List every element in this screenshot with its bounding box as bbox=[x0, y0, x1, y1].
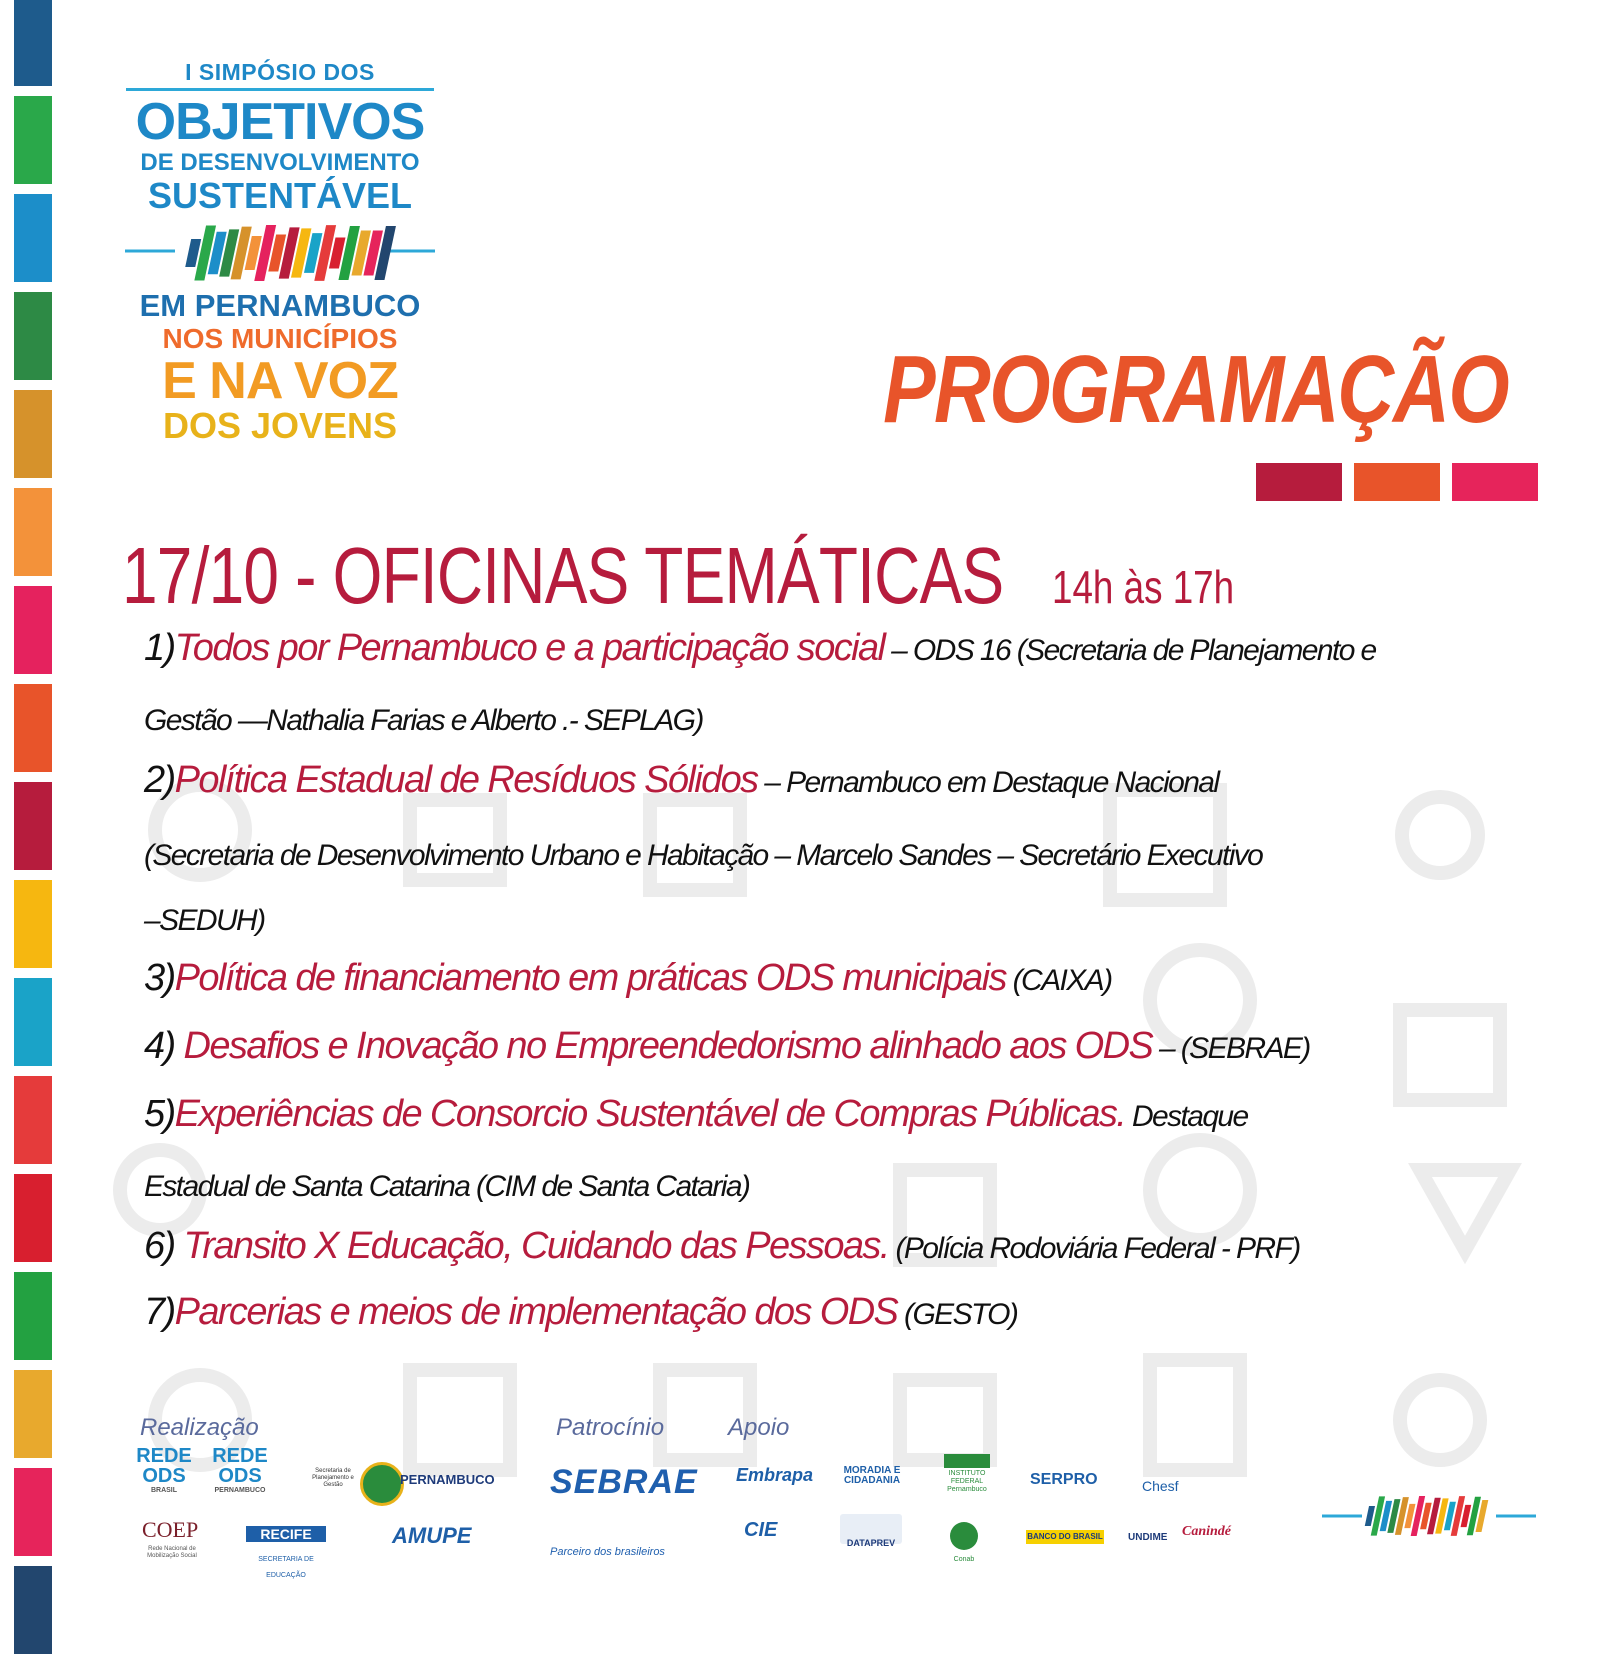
recife-logo: RECIFE bbox=[246, 1526, 326, 1542]
logo-line-2: OBJETIVOS bbox=[135, 93, 425, 151]
day-title: 17/10 - OFICINAS TEMÁTICAS bbox=[122, 531, 1004, 620]
dataprev-logo: DATAPREV bbox=[840, 1514, 902, 1544]
strip-block bbox=[14, 1370, 52, 1458]
list-item bbox=[144, 1093, 1248, 1136]
chesf-logo: Chesf bbox=[1142, 1478, 1179, 1494]
cie-logo: CIE bbox=[744, 1519, 778, 1541]
chart-bottom-icon bbox=[410, 1370, 510, 1470]
item-title: Política de financiamento em práticas ODS municipais bbox=[174, 957, 1006, 999]
logo-line-7: E NA VOZ bbox=[162, 352, 398, 410]
caninde-logo: Canindé bbox=[1182, 1524, 1232, 1539]
logo-text: ODS bbox=[142, 1465, 186, 1487]
strip-block bbox=[14, 1272, 52, 1360]
footer-map-icon bbox=[1322, 1492, 1536, 1540]
pernambuco-seal-icon bbox=[360, 1462, 404, 1506]
item-number: 3) bbox=[144, 957, 175, 999]
item-detail: (CAIXA) bbox=[1005, 964, 1112, 997]
strip-block bbox=[14, 0, 52, 86]
list-item-continuation bbox=[144, 897, 265, 940]
water-drop-icon bbox=[1420, 1170, 1510, 1250]
strip-block bbox=[14, 194, 52, 282]
list-item bbox=[144, 1025, 1310, 1068]
item-detail: Gestão —Nathalia Farias e Alberto .- SEPLAG) bbox=[144, 704, 703, 737]
logo-line-3: DE DESENVOLVIMENTO bbox=[140, 149, 420, 176]
strip-block bbox=[14, 684, 52, 772]
strip-block bbox=[14, 978, 52, 1066]
logo-text: REDE bbox=[212, 1445, 268, 1467]
title-bar-1 bbox=[1256, 463, 1342, 501]
item-number: 1) bbox=[144, 627, 175, 669]
banco-do-brasil-logo: BANCO DO BRASIL bbox=[1026, 1530, 1104, 1544]
item-title: Experiências de Consorcio Sustentável de Compras Públicas. bbox=[174, 1093, 1126, 1135]
logo-line-5: EM PERNAMBUCO bbox=[139, 288, 421, 323]
list-item bbox=[144, 627, 1376, 670]
strip-block bbox=[14, 1174, 52, 1262]
city-buildings-icon bbox=[1150, 1360, 1240, 1470]
embrapa-logo: Embrapa bbox=[736, 1465, 814, 1485]
sebrae-subtitle: Parceiro dos brasileiros bbox=[550, 1546, 665, 1558]
item-title: Desafios e Inovação no Empreendedorismo alinhado aos ODS bbox=[183, 1025, 1153, 1067]
list-item bbox=[144, 759, 1218, 802]
item-detail: (Secretaria de Desenvolvimento Urbano e Habitação – Marcelo Sandes – Secretário Executivo bbox=[144, 839, 1263, 872]
item-detail: –SEDUH) bbox=[144, 904, 265, 937]
list-item bbox=[144, 1291, 1017, 1334]
seplag-logo: Secretaria de Planejamento e Gestão bbox=[312, 1468, 354, 1488]
conab-logo: Conab bbox=[953, 1556, 975, 1563]
ods-color-strip bbox=[14, 0, 52, 1600]
item-number: 6) bbox=[144, 1225, 184, 1267]
item-title: Parcerias e meios de implementação dos ODS bbox=[174, 1291, 898, 1333]
pernambuco-logo: PERNAMBUCO bbox=[400, 1472, 495, 1487]
list-item bbox=[144, 957, 1111, 1000]
list-item-continuation bbox=[144, 832, 1262, 875]
item-detail: – Pernambuco em Destaque Nacional bbox=[757, 766, 1219, 799]
logo-line-1: I SIMPÓSIO DOS bbox=[185, 59, 375, 85]
day-heading bbox=[122, 530, 1235, 622]
recife-subtitle: SECRETARIA DE EDUCAÇÃO bbox=[258, 1556, 314, 1579]
logo-text: REDE bbox=[136, 1445, 192, 1467]
item-detail: – ODS 16 (Secretaria de Planejamento e bbox=[884, 634, 1376, 667]
strip-block bbox=[14, 390, 52, 478]
page-title: PROGRAMAÇÃO bbox=[883, 336, 1508, 443]
strip-block bbox=[14, 1468, 52, 1556]
serpro-logo: SERPRO bbox=[1030, 1471, 1098, 1488]
strip-block bbox=[14, 96, 52, 184]
item-title: Todos por Pernambuco e a participação social bbox=[174, 627, 885, 669]
strip-block bbox=[14, 1076, 52, 1164]
logo-text: ODS bbox=[218, 1465, 262, 1487]
rede-ods-brasil-logo bbox=[136, 1446, 192, 1495]
list-item-continuation bbox=[144, 697, 703, 740]
item-detail: – (SEBRAE) bbox=[1152, 1032, 1310, 1065]
item-number: 5) bbox=[144, 1093, 175, 1135]
item-detail: Destaque bbox=[1125, 1100, 1248, 1133]
sebrae-logo: SEBRAE bbox=[550, 1463, 698, 1501]
coep-subtitle: Rede Nacional de Mobilização Social bbox=[147, 1546, 197, 1559]
title-bar-3 bbox=[1452, 463, 1538, 501]
item-title: Política Estadual de Resíduos Sólidos bbox=[174, 759, 758, 801]
strip-block bbox=[14, 880, 52, 968]
pernambuco-map-icon bbox=[125, 221, 435, 285]
rede-ods-pernambuco-logo bbox=[212, 1446, 268, 1495]
patrocinio-label: Patrocínio bbox=[556, 1414, 665, 1441]
undime-logo: UNDIME bbox=[1128, 1532, 1168, 1543]
logo-line-8: DOS JOVENS bbox=[162, 405, 398, 446]
item-number: 7) bbox=[144, 1291, 175, 1333]
item-number: 4) bbox=[144, 1025, 184, 1067]
logo-line-6: NOS MUNICÍPIOS bbox=[162, 323, 398, 354]
logo-line-4: SUSTENTÁVEL bbox=[147, 175, 413, 216]
infinity-icon bbox=[1402, 797, 1478, 873]
arrows-icon bbox=[900, 1380, 990, 1460]
item-detail: Estadual de Santa Catarina (CIM de Santa Cataria) bbox=[144, 1170, 750, 1203]
item-detail: (Polícia Rodoviária Federal - PRF) bbox=[888, 1232, 1300, 1265]
realizacao-label: Realização bbox=[140, 1414, 259, 1441]
coep-logo: COEP bbox=[142, 1517, 199, 1542]
conab-icon bbox=[950, 1522, 978, 1550]
list-item-continuation bbox=[144, 1163, 749, 1206]
ifpe-logo: INSTITUTO FEDERAL Pernambuco bbox=[944, 1454, 990, 1494]
day-time: 14h às 17h bbox=[1052, 561, 1235, 613]
event-logo bbox=[120, 58, 440, 445]
item-detail: (GESTO) bbox=[897, 1298, 1018, 1331]
logo-rule bbox=[126, 88, 434, 91]
logo-text: BRASIL bbox=[150, 1487, 178, 1494]
item-number: 2) bbox=[144, 759, 175, 801]
list-item bbox=[144, 1225, 1300, 1268]
logo-text: PERNAMBUCO bbox=[214, 1487, 266, 1494]
strip-block bbox=[14, 782, 52, 870]
amupe-logo: AMUPE bbox=[392, 1523, 472, 1548]
strip-block bbox=[14, 488, 52, 576]
strip-block bbox=[14, 586, 52, 674]
strip-block bbox=[14, 1566, 52, 1654]
moradia-cidadania-logo: MORADIA E CIDADANIA bbox=[843, 1465, 901, 1486]
strip-block bbox=[14, 292, 52, 380]
apoio-label: Apoio bbox=[728, 1414, 790, 1441]
title-bar-2 bbox=[1354, 463, 1440, 501]
growth-chart-icon bbox=[1400, 1010, 1500, 1100]
infinity-bottom-icon bbox=[1400, 1380, 1480, 1460]
item-title: Transito X Educação, Cuidando das Pessoas. bbox=[183, 1225, 889, 1267]
